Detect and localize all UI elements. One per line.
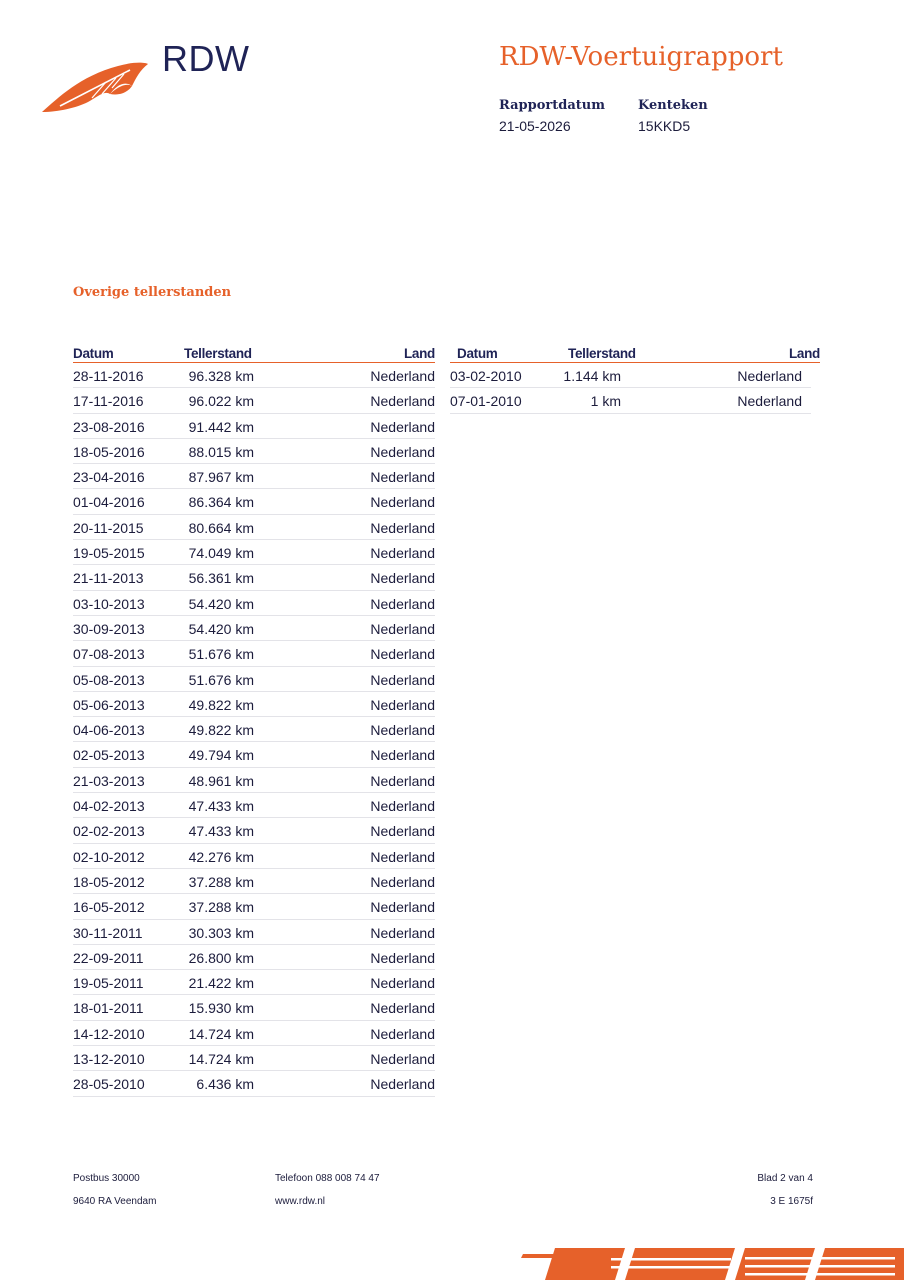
cell-date: 16-05-2012 — [73, 899, 145, 916]
odometer-table-left — [73, 346, 435, 1097]
cell-date: 17-11-2016 — [73, 393, 144, 410]
table-row — [73, 439, 435, 464]
cell-country: Nederland — [370, 747, 435, 764]
table-row — [73, 793, 435, 818]
cell-country: Nederland — [370, 798, 435, 815]
table-row — [73, 464, 435, 489]
cell-country: Nederland — [370, 696, 435, 713]
table-row — [73, 894, 435, 919]
report-title: RDW-Voertuigrapport — [499, 42, 783, 72]
table-row — [73, 692, 435, 717]
cell-date: 02-02-2013 — [73, 823, 145, 840]
cell-date: 30-11-2011 — [73, 924, 143, 941]
table-row — [73, 641, 435, 666]
cell-reading: 56.361 km — [188, 570, 254, 587]
table-row — [73, 515, 435, 540]
table-row — [73, 1021, 435, 1046]
cell-date: 05-08-2013 — [73, 671, 145, 688]
cell-reading: 49.822 km — [188, 722, 254, 739]
table-row — [73, 363, 435, 388]
cell-country: Nederland — [370, 722, 435, 739]
rdw-speed-stripes-icon — [515, 1244, 904, 1280]
cell-reading: 96.022 km — [188, 393, 254, 410]
cell-country: Nederland — [370, 494, 435, 511]
table-row — [73, 1071, 435, 1096]
cell-date: 18-01-2011 — [73, 1000, 144, 1017]
cell-reading: 91.442 km — [188, 418, 254, 435]
footer-address-line2: 9640 RA Veendam — [73, 1196, 157, 1207]
table-row — [73, 742, 435, 767]
table-header — [73, 346, 435, 363]
cell-date: 20-11-2015 — [73, 519, 144, 536]
cell-reading: 42.276 km — [188, 848, 254, 865]
cell-country: Nederland — [370, 519, 435, 536]
table-row — [73, 540, 435, 565]
cell-date: 23-08-2016 — [73, 418, 145, 435]
footer-document-code: 3 E 1675f — [770, 1196, 813, 1207]
table-row — [73, 945, 435, 970]
cell-reading: 21.422 km — [188, 975, 254, 992]
column-header-date: Datum — [457, 346, 498, 361]
cell-country: Nederland — [370, 368, 435, 384]
cell-country: Nederland — [370, 848, 435, 865]
cell-country: Nederland — [370, 443, 435, 460]
report-date-value: 21-05-2026 — [499, 118, 571, 134]
cell-country: Nederland — [737, 393, 802, 410]
cell-reading: 51.676 km — [188, 646, 254, 663]
table-row — [73, 717, 435, 742]
cell-date: 13-12-2010 — [73, 1051, 145, 1068]
cell-country: Nederland — [370, 899, 435, 916]
table-row — [73, 616, 435, 641]
cell-date: 28-11-2016 — [73, 368, 144, 384]
table-row — [73, 970, 435, 995]
table-row — [73, 388, 435, 413]
column-header-date: Datum — [73, 346, 114, 361]
cell-reading: 6.436 km — [196, 1076, 254, 1093]
cell-reading: 49.794 km — [188, 747, 254, 764]
cell-country: Nederland — [370, 1025, 435, 1042]
logo-text: RDW — [162, 38, 250, 79]
cell-reading: 26.800 km — [188, 949, 254, 966]
table-body — [73, 363, 435, 1097]
footer-website[interactable]: www.rdw.nl — [275, 1196, 326, 1207]
cell-reading: 30.303 km — [188, 924, 254, 941]
cell-country: Nederland — [370, 949, 435, 966]
cell-date: 07-01-2010 — [450, 393, 522, 410]
cell-date: 02-10-2012 — [73, 848, 145, 865]
cell-date: 04-06-2013 — [73, 722, 145, 739]
cell-date: 03-02-2010 — [450, 368, 522, 384]
license-plate-value: 15KKD5 — [638, 118, 691, 134]
cell-country: Nederland — [370, 823, 435, 840]
cell-reading: 1 km — [590, 393, 621, 410]
odometer-table-right — [450, 346, 820, 414]
cell-date: 19-05-2011 — [73, 975, 144, 992]
cell-reading: 51.676 km — [188, 671, 254, 688]
cell-country: Nederland — [370, 545, 435, 562]
cell-reading: 15.930 km — [188, 1000, 254, 1017]
cell-country: Nederland — [370, 671, 435, 688]
table-row — [73, 565, 435, 590]
cell-date: 03-10-2013 — [73, 595, 145, 612]
cell-reading: 37.288 km — [188, 899, 254, 916]
table-header — [450, 346, 820, 363]
cell-country: Nederland — [370, 873, 435, 890]
table-row — [73, 844, 435, 869]
cell-date: 30-09-2013 — [73, 620, 145, 637]
cell-date: 05-06-2013 — [73, 696, 145, 713]
cell-date: 21-11-2013 — [73, 570, 144, 587]
rdw-feather-logo-icon — [40, 58, 150, 116]
cell-reading: 80.664 km — [188, 519, 254, 536]
cell-reading: 88.015 km — [188, 443, 254, 460]
cell-reading: 86.364 km — [188, 494, 254, 511]
cell-date: 23-04-2016 — [73, 469, 145, 486]
cell-country: Nederland — [370, 418, 435, 435]
column-header-country: Land — [788, 346, 820, 361]
cell-country: Nederland — [370, 924, 435, 941]
table-row — [73, 1046, 435, 1071]
cell-country: Nederland — [370, 393, 435, 410]
cell-date: 18-05-2016 — [73, 443, 145, 460]
table-row — [450, 388, 811, 413]
footer-page-number: Blad 2 van 4 — [757, 1173, 813, 1184]
table-row — [73, 818, 435, 843]
cell-date: 19-05-2015 — [73, 545, 145, 562]
cell-reading: 37.288 km — [188, 873, 254, 890]
cell-date: 14-12-2010 — [73, 1025, 145, 1042]
column-header-country: Land — [403, 346, 435, 361]
cell-country: Nederland — [370, 975, 435, 992]
cell-country: Nederland — [370, 1000, 435, 1017]
cell-country: Nederland — [370, 1076, 435, 1093]
cell-date: 18-05-2012 — [73, 873, 145, 890]
table-row — [73, 869, 435, 894]
cell-date: 21-03-2013 — [73, 772, 145, 789]
cell-reading: 87.967 km — [188, 469, 254, 486]
column-header-reading: Tellerstand — [568, 346, 636, 361]
cell-date: 28-05-2010 — [73, 1076, 145, 1093]
table-row — [73, 995, 435, 1020]
footer-phone: Telefoon 088 008 74 47 — [275, 1173, 380, 1184]
cell-reading: 48.961 km — [188, 772, 254, 789]
column-header-reading: Tellerstand — [184, 346, 252, 361]
cell-reading: 47.433 km — [188, 798, 254, 815]
cell-reading: 14.724 km — [188, 1051, 254, 1068]
cell-reading: 54.420 km — [188, 595, 254, 612]
cell-date: 07-08-2013 — [73, 646, 145, 663]
table-row — [73, 414, 435, 439]
table-row — [73, 768, 435, 793]
table-row — [450, 363, 811, 388]
table-body — [450, 363, 820, 414]
table-row — [73, 667, 435, 692]
cell-country: Nederland — [370, 772, 435, 789]
table-row — [73, 920, 435, 945]
cell-date: 22-09-2011 — [73, 949, 144, 966]
cell-reading: 74.049 km — [188, 545, 254, 562]
cell-country: Nederland — [370, 570, 435, 587]
cell-country: Nederland — [370, 595, 435, 612]
cell-reading: 47.433 km — [188, 823, 254, 840]
cell-date: 02-05-2013 — [73, 747, 145, 764]
report-date-label: Rapportdatum — [499, 98, 605, 113]
table-row — [73, 591, 435, 616]
footer-address-line1: Postbus 30000 — [73, 1173, 140, 1184]
cell-date: 01-04-2016 — [73, 494, 145, 511]
cell-country: Nederland — [737, 368, 802, 384]
cell-reading: 49.822 km — [188, 696, 254, 713]
cell-country: Nederland — [370, 1051, 435, 1068]
cell-date: 04-02-2013 — [73, 798, 145, 815]
table-row — [73, 489, 435, 514]
cell-reading: 1.144 km — [563, 368, 621, 384]
cell-reading: 54.420 km — [188, 620, 254, 637]
cell-country: Nederland — [370, 620, 435, 637]
cell-reading: 14.724 km — [188, 1025, 254, 1042]
cell-reading: 96.328 km — [188, 368, 254, 384]
section-title: Overige tellerstanden — [73, 285, 232, 300]
cell-country: Nederland — [370, 469, 435, 486]
cell-country: Nederland — [370, 646, 435, 663]
license-plate-label: Kenteken — [638, 98, 708, 113]
